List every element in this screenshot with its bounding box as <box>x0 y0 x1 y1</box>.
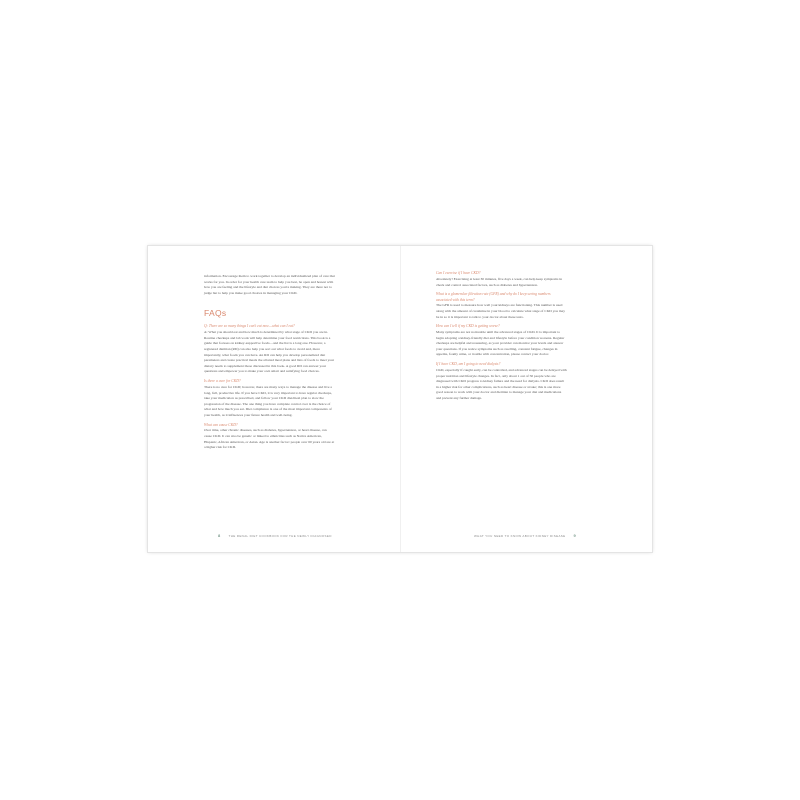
faq-answer: CKD, especially if caught early, can be controlled, and advanced stages can be delayed with proper nutrition and lifestyle changes. In fact, only about 1 out of 50 people who are diagnosed with CKD progress to kidney failure and the need for dialysis. CKD does result in a higher risk for other complications, such as heart disease or stroke; this is one more good reason to work with your doctor and dietitian to manage your diet and medications and prevent any further damage. <box>436 367 567 400</box>
faq-answer: A: What you should eat and how much is determined by what stage of CKD you are in. Routine checkups and lab work will help determine your food restrictions. This book is a guide that focuses on kidney-supportive foods—and the list is a long one. However, a registered dietitian (RD) can also help you sort out what foods to avoid and, more importantly, what foods you can have. An RD can help you develop personalized diet parameters and create practical meals the allotted meal plans and lists of foods to meet your dietary needs to supplement those discussed in this book. A good RD can answer your questions and empower you to make your own smart and satisfying food choices. <box>204 330 335 374</box>
faq-question: If I have CKD, am I going to need dialysis? <box>436 362 501 367</box>
right-folio <box>474 533 576 538</box>
faqs-heading: FAQs <box>204 308 227 319</box>
faq-answer: Absolutely! Exercising at least 30 minutes, five days a week, can help keep symptoms in check and control associated factors, such as diabetes and hypertension. <box>436 276 563 287</box>
faq-question: How can I tell if my CKD is getting worse? <box>436 324 500 329</box>
faq-answer: Many symptoms are not noticeable until the advanced stages of CKD. It is important to begin adopting a kidney-friendly diet and lifestyle before your condition worsens. Regular checkups are helpful and reassuring, as your provider can monitor your levels and answer your questions. If you notice symptoms such as swelling, constant fatigue, changes in appetite, foamy urine, or trouble with concentration, please contact your doctor. <box>436 330 565 357</box>
left-column <box>204 274 335 455</box>
faq-question: What can cause CKD? <box>204 422 238 427</box>
faq-question: Is there a cure for CKD? <box>204 379 241 384</box>
page-number: 8 <box>218 533 221 538</box>
page-number: 9 <box>573 533 577 538</box>
left-page <box>148 246 400 552</box>
faq-question: Can I exercise if I have CKD? <box>436 271 481 275</box>
running-footer: WHAT YOU NEED TO KNOW ABOUT KIDNEY DISEASE <box>474 534 566 538</box>
faq-answer: There is no cure for CKD; however, there are many ways to manage the disease and live a long, full, productive life. If you have CKD, it is very important to have regular checkups, take your medication as prescribed, and follow your CKD diet/meal plan to slow the progression of the disease. The one thing you have complete control over is the choice of what and how much you eat. Diet compliance is one of the most important components of your health, as it influences your future health and well-being. <box>204 384 332 417</box>
book-spread <box>148 246 652 552</box>
running-footer: THE RENAL DIET COOKBOOK FOR THE NEWLY DIAGNOSED <box>228 534 332 538</box>
left-folio <box>218 533 332 538</box>
faq-answer: Over time, other chronic diseases, such as diabetes, hypertension, or heart disease, can cause CKD. It can also be genetic or linked to ethnicities such as Native American, Hispanic, African American, or Asian. Age is another factor: people over 60 years old are at a higher risk for CKD. <box>204 428 335 450</box>
faq-answer: The GFR is used to measure how well your kidneys are functioning. This number is used along with the amount of creatinine in your blood to calculate what stage of CKD you may be in so it is important to talk to your doctor about these tests. <box>436 303 566 319</box>
faq-question: Q: There are so many things I can't eat now—what can I eat? <box>204 324 295 329</box>
right-column <box>436 271 567 406</box>
right-page <box>401 246 652 552</box>
faq-question: What is a glomerular filtration rate (GFR) and why do I keep seeing numbers associated with this term? <box>436 292 551 302</box>
intro-paragraph: information. Encourage them to work together to develop an individualized plan of care that works for you. In order for your health care team to help you best, be open and honest with how you are feeling and the lifestyle and diet choices you're making. They are there not to judge but to help you make good choices in managing your CKD. <box>204 274 335 295</box>
